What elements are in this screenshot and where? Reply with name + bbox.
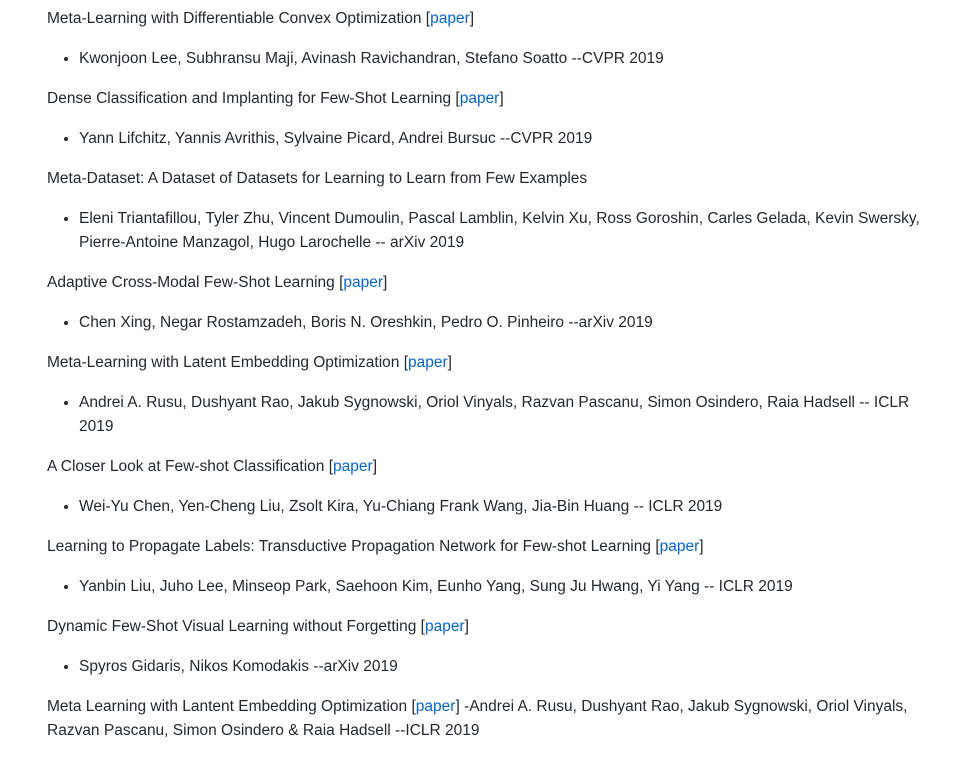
authors: • Yanbin Liu, Juho Lee, Minseop Park, Saehoon Kim, Eunho Yang, Sung Ju Hwang, Yi Yang -- ICLR 2019 xyxy=(79,575,947,599)
authors: • Spyros Gidaris, Nikos Komodakis --arXiv 2019 xyxy=(79,655,947,679)
author-list xyxy=(47,495,947,519)
authors: • Andrei A. Rusu, Dushyant Rao, Jakub Sygnowski, Oriol Vinyals, Razvan Pascanu, Simon Osindero, Raia Hadsell -- ICLR 2019 xyxy=(79,391,947,439)
paper-entry xyxy=(47,351,947,439)
paper-list xyxy=(47,7,947,759)
paper-link[interactable]: paper xyxy=(333,458,373,475)
author-list xyxy=(47,575,947,599)
authors: -Andrei A. Rusu, Dushyant Rao, Jakub Sygnowski, Oriol Vinyals, Razvan Pascanu, Simon Osindero & Raia Hadsell --ICLR 2019 xyxy=(47,698,908,739)
paper-entry xyxy=(47,615,947,679)
author-list xyxy=(47,207,947,255)
author-list xyxy=(47,311,947,335)
paper-title: Learning to Propagate Labels: Transductive Propagation Network for Few-shot Learning [paper] xyxy=(47,538,704,555)
paper-entry xyxy=(47,695,947,743)
paper-entry xyxy=(47,535,947,599)
paper-title: A Closer Look at Few-shot Classification [paper] xyxy=(47,458,377,475)
paper-title: Meta Learning with Lantent Embedding Optimization [paper] -Andrei A. Rusu, Dushyant Rao, Jakub Sygnowski, Oriol Vinyals, Razvan Pascanu, Simon Osindero & Raia Hadsell --ICLR 2019 xyxy=(47,698,908,739)
paper-link[interactable]: paper xyxy=(659,538,700,555)
paper-link[interactable]: paper xyxy=(459,90,500,107)
paper-link[interactable]: paper xyxy=(408,354,448,371)
paper-title: Meta-Dataset: A Dataset of Datasets for Learning to Learn from Few Examples xyxy=(47,170,588,187)
authors: • Kwonjoon Lee, Subhransu Maji, Avinash Ravichandran, Stefano Soatto --CVPR 2019 xyxy=(79,47,947,71)
paper-link[interactable]: paper xyxy=(424,618,465,635)
authors: • Yann Lifchitz, Yannis Avrithis, Sylvaine Picard, Andrei Bursuc --CVPR 2019 xyxy=(79,127,947,151)
paper-title: Adaptive Cross-Modal Few-Shot Learning [paper] xyxy=(47,274,388,291)
authors: • Chen Xing, Negar Rostamzadeh, Boris N. Oreshkin, Pedro O. Pinheiro --arXiv 2019 xyxy=(79,311,947,335)
author-list xyxy=(47,655,947,679)
authors: • Eleni Triantafillou, Tyler Zhu, Vincent Dumoulin, Pascal Lamblin, Kelvin Xu, Ross Goroshin, Carles Gelada, Kevin Swersky, Pierre-Antoine Manzagol, Hugo Larochelle -- arXiv 2019 xyxy=(79,207,947,255)
paper-link[interactable]: paper xyxy=(415,698,456,715)
author-list xyxy=(47,391,947,439)
paper-entry xyxy=(47,271,947,335)
author-list xyxy=(47,127,947,151)
paper-entry xyxy=(47,7,947,71)
paper-entry xyxy=(47,87,947,151)
paper-link[interactable]: paper xyxy=(430,10,470,27)
authors: • Wei-Yu Chen, Yen-Cheng Liu, Zsolt Kira, Yu-Chiang Frank Wang, Jia-Bin Huang -- ICLR 2019 xyxy=(79,495,947,519)
paper-link[interactable]: paper xyxy=(343,274,384,291)
paper-title: Dynamic Few-Shot Visual Learning without Forgetting [paper] xyxy=(47,618,469,635)
paper-entry xyxy=(47,455,947,519)
paper-title: Meta-Learning with Latent Embedding Optimization [paper] xyxy=(47,354,452,371)
paper-entry xyxy=(47,167,947,255)
paper-title: Meta-Learning with Differentiable Convex Optimization [paper] xyxy=(47,10,475,27)
paper-title: Dense Classification and Implanting for Few-Shot Learning [paper] xyxy=(47,90,504,107)
author-list xyxy=(47,47,947,71)
